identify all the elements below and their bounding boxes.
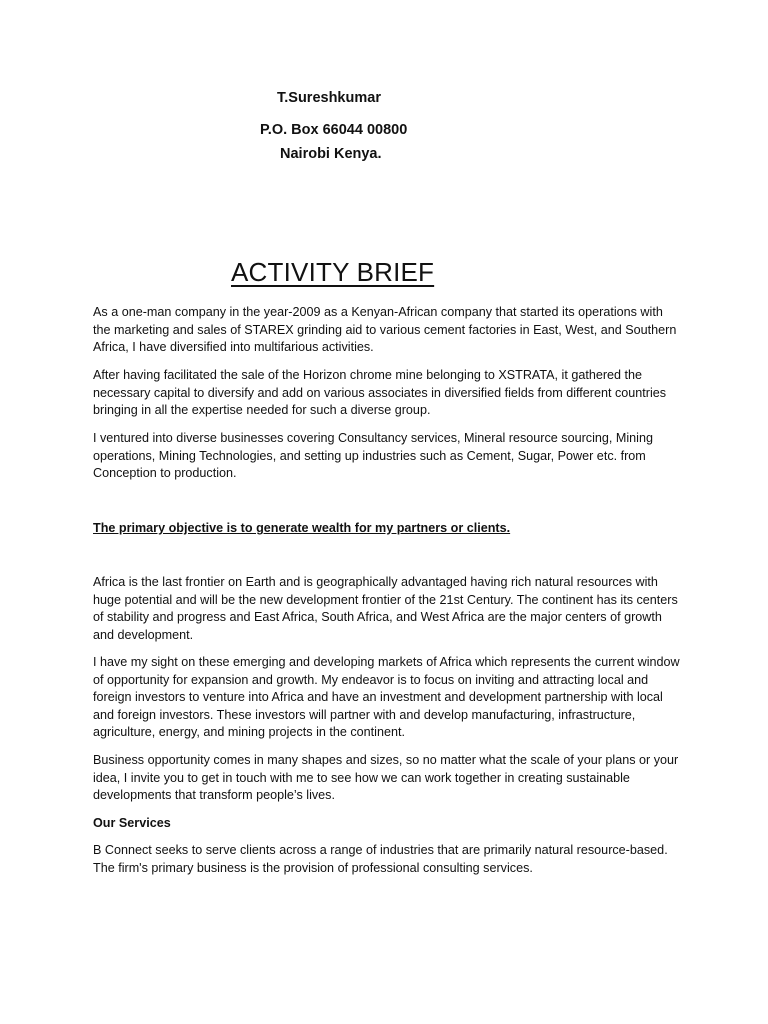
opportunity-paragraph: [93, 752, 683, 805]
africa-paragraph: [93, 574, 683, 644]
intro-paragraph-1: [93, 304, 683, 357]
sender-name: T.Sureshkumar: [277, 90, 381, 106]
paragraph-text: B Connect seeks to serve clients across a range of industries that are primarily natural resource-based. The firm's primary business is the provision of professional consulting services.: [93, 843, 668, 875]
intro-paragraph-3: [93, 430, 683, 483]
services-heading: Our Services: [93, 816, 171, 830]
paragraph-text: After having facilitated the sale of the Horizon chrome mine belonging to XSTRATA, it gathered the necessary capital to diversify and add on various associates in diversified fields from different countries bringing in all the expertise needed for such a diverse group.: [93, 368, 667, 418]
paragraph-text: I have my sight on these emerging and developing markets of Africa which represents the current window of opportunity for expansion and growth. My endeavor is to focus on inviting and attracting local and foreign investors to venture into Africa and have an investment and development partnership with local and foreign investors. These investors will partner with and develop manufacturing, infrastructure, agriculture, energy, and mining projects in the continent.: [93, 655, 680, 740]
document-title: ACTIVITY BRIEF: [231, 257, 435, 287]
sender-po-box: P.O. Box 66044 00800: [260, 122, 408, 138]
paragraph-text: Africa is the last frontier on Earth and is geographically advantaged having rich natural resources with huge potential and will be the new development frontier of the 21st Century. The continent has its centers of stability and progress and East Africa, South Africa, and West Africa are the major centers of growth and development.: [93, 575, 678, 642]
markets-paragraph: [93, 654, 683, 742]
primary-objective-statement: The primary objective is to generate wealth for my partners or clients.: [93, 521, 511, 535]
sender-city: Nairobi Kenya.: [280, 146, 382, 162]
paragraph-text: I ventured into diverse businesses covering Consultancy services, Mineral resource sourcing, Mining operations, Mining Technologies, and setting up industries such as Cement, Sugar, Power etc. from Conception to production.: [93, 431, 653, 481]
paragraph-text: Business opportunity comes in many shapes and sizes, so no matter what the scale of your plans or your idea, I invite you to get in touch with me to see how we can work together in creating sustainable developments that transform people’s lives.: [93, 753, 679, 803]
paragraph-text: As a one-man company in the year-2009 as a Kenyan-African company that started its operations with the marketing and sales of STAREX grinding aid to various cement factories in East, West, and Southern Africa, I have diversified into multifarious activities.: [93, 305, 677, 355]
services-paragraph: [93, 842, 683, 877]
intro-paragraph-2: [93, 367, 683, 420]
